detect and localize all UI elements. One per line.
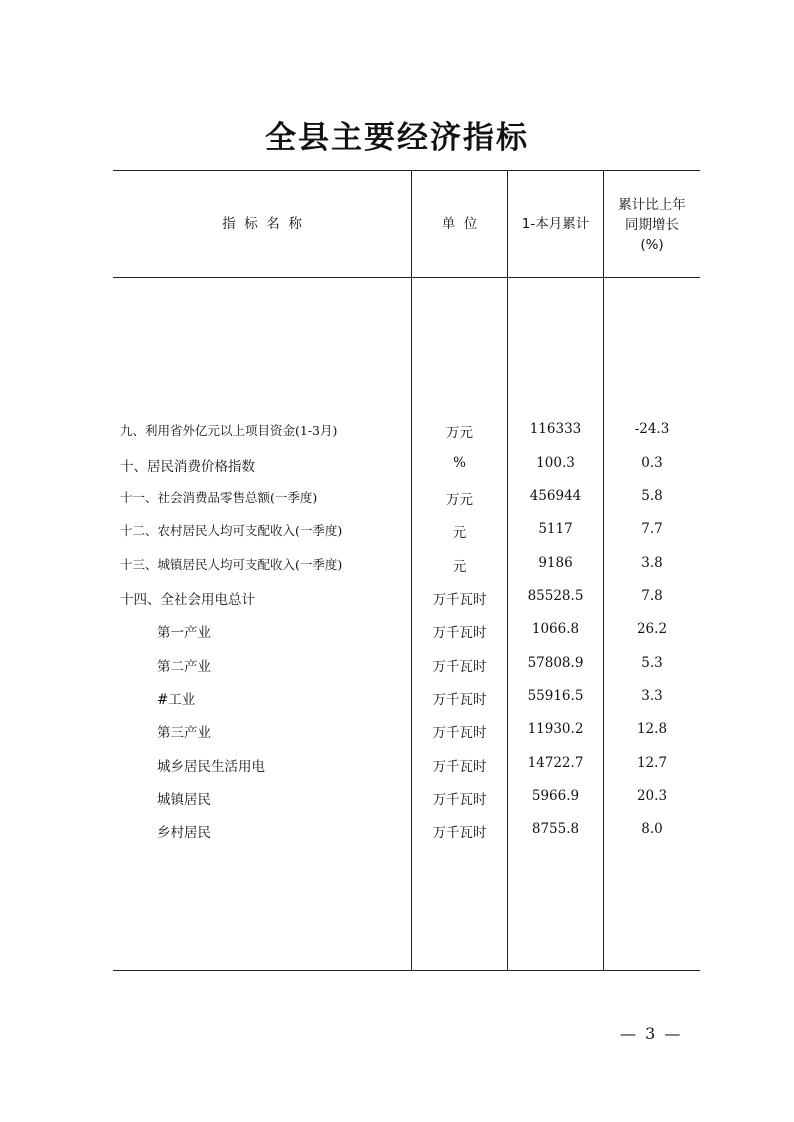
row-unit: 万千瓦时 [432,792,487,808]
row-value: 456944 [529,488,582,504]
row-unit: 元 [452,559,467,575]
row-growth: 3.8 [641,555,663,571]
row-unit: 万千瓦时 [432,659,487,675]
row-growth: -24.3 [634,421,670,437]
table-row [0,655,794,679]
table-row [0,821,794,845]
table-row [0,588,794,612]
row-value: 14722.7 [527,755,584,771]
table-row [0,788,794,812]
row-value: 11930.2 [527,721,584,737]
table-bottom-border [113,970,700,971]
row-name: 城乡居民生活用电 [157,759,265,775]
row-growth: 7.7 [641,521,663,537]
row-growth: 26.2 [636,621,668,637]
row-name: #工业 [157,692,196,708]
table-row [0,455,794,479]
table-header-border [113,277,700,278]
row-name: 第一产业 [157,625,211,641]
table-row [0,721,794,745]
row-value: 116333 [529,421,582,437]
row-growth: 5.3 [641,655,663,671]
page-title: 全县主要经济指标 [265,120,529,156]
row-value: 85528.5 [527,588,584,604]
table-top-border [113,170,700,171]
row-unit: 万千瓦时 [432,625,487,641]
row-unit: 万千瓦时 [432,725,487,741]
row-value: 5966.9 [531,788,580,804]
page-number: — 3 — [620,1024,683,1043]
header-cumulative: 1-本月累计 [521,216,590,232]
row-growth: 7.8 [641,588,663,604]
row-name: 第二产业 [157,659,211,675]
row-value: 1066.8 [531,621,580,637]
row-unit: 万千瓦时 [432,759,487,775]
row-value: 5117 [538,521,573,537]
row-unit: % [453,455,466,471]
table-row [0,688,794,712]
row-growth: 12.7 [636,755,668,771]
table-row [0,521,794,545]
row-growth: 0.3 [641,455,663,471]
row-name: 城镇居民 [157,792,211,808]
row-value: 9186 [538,555,573,571]
table-row [0,755,794,779]
header-growth [604,195,700,255]
row-name: 十、居民消费价格指数 [120,459,255,475]
row-growth: 8.0 [641,821,663,837]
row-unit: 万元 [446,425,473,441]
row-name: 十三、城镇居民人均可支配收入(一季度) [120,557,343,572]
header-name: 指 标 名 称 [222,216,302,232]
row-unit: 万千瓦时 [432,592,487,608]
table-row [0,555,794,579]
header-growth-line1: 累计比上年 [618,197,686,213]
row-value: 57808.9 [527,655,584,671]
row-name: 乡村居民 [157,825,211,841]
row-growth: 3.3 [641,688,663,704]
table-row [0,488,794,512]
row-growth: 5.8 [641,488,663,504]
row-name: 第三产业 [157,725,211,741]
row-name: 十一、社会消费品零售总额(一季度) [120,490,318,505]
row-unit: 元 [452,525,467,541]
row-name: 十四、全社会用电总计 [120,592,255,608]
row-unit: 万千瓦时 [432,692,487,708]
row-value: 100.3 [536,455,575,471]
table-row [0,421,794,445]
row-unit: 万千瓦时 [432,825,487,841]
row-unit: 万元 [446,492,473,508]
header-growth-line3: (%) [640,237,664,253]
header-unit: 单 位 [441,216,478,232]
header-growth-line2: 同期增长 [625,217,679,233]
table-row [0,621,794,645]
row-name: 九、利用省外亿元以上项目资金(1-3月) [120,423,338,438]
row-name: 十二、农村居民人均可支配收入(一季度) [120,523,343,538]
row-growth: 20.3 [636,788,668,804]
row-value: 55916.5 [527,688,584,704]
row-growth: 12.8 [636,721,668,737]
row-value: 8755.8 [531,821,580,837]
